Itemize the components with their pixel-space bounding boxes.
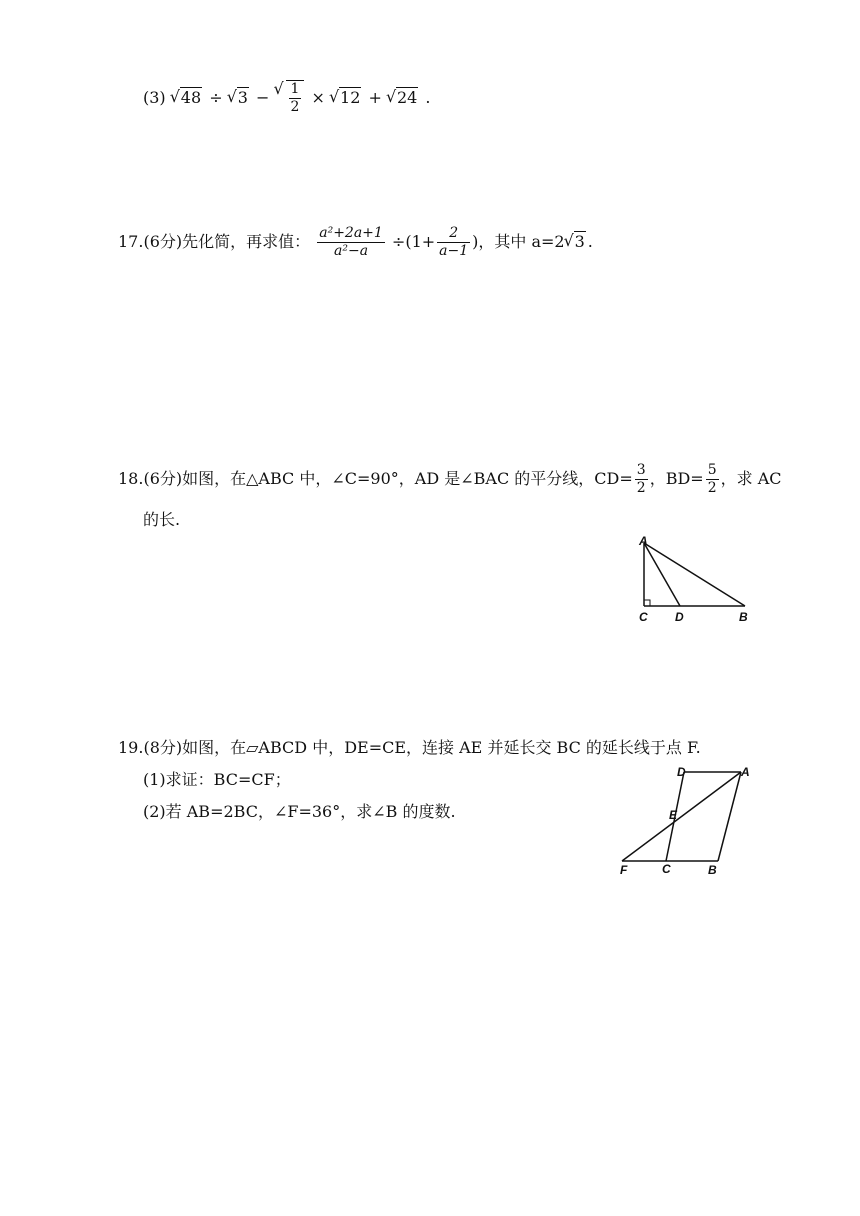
label-c: C [662,862,671,876]
sqrt-3: √ 3 [228,88,249,108]
part-label: (3) [143,88,166,107]
fraction-1: $\frac{\text{a²+2a+1}}{\text{a²−a}}$ [319,225,383,259]
times-sign: × [311,88,325,107]
minus-sign: − [256,88,270,107]
problem-16-part-3: (3) √ 48 ÷ √ 3 − √ $\frac{1}{2}$ × √ 12 + √ 24 . [143,80,431,116]
label-f: F [620,863,628,877]
triangle-figure [625,530,775,630]
problem-17: 17.(6分)先化简，再求值： $\frac{\text{a²+2a+1}}{\text{a²−a}}$ ÷(1+ $\frac{2}{a-1}$ )，其中 a=2√ 3 . [118,225,593,260]
points: (6分) [143,469,183,488]
sqrt-one-half: √ $\frac{1}{2}$ [275,80,305,116]
label-d: D [675,610,684,624]
points: (8分) [143,738,183,757]
points: (6分) [143,232,183,251]
fraction-2: $\frac{2}{a-1}$ [439,225,469,259]
parallelogram-figure [612,760,762,880]
label-a: A [741,765,750,779]
problem-number: 19. [118,738,144,757]
label-c: C [639,610,648,624]
problem-number: 18. [118,469,144,488]
problem-19-part-1: (1)求证：BC=CF； [143,770,291,789]
label-b: B [739,610,748,624]
cd-fraction: $\frac{3}{2}$ [636,462,646,496]
label-b: B [708,863,717,877]
problem-19-part-2: (2)若 AB=2BC，∠F=36°，求∠B 的度数. [143,802,456,821]
divide-sign: ÷ [209,88,223,107]
problem-18: 18.(6分)如图，在△ABC 中，∠C=90°，AD 是∠BAC 的平分线，CD= $\frac{3}{2}$ ，BD= $\frac{5}{2}$ ，求 AC [118,462,782,496]
label-e: E [669,808,678,822]
sqrt-24: √ 24 [387,88,418,108]
label-a: A [639,534,648,548]
problem-19: 19.(8分)如图，在▱ABCD 中，DE=CE，连接 AE 并延长交 BC 的延长线于点 F. [118,738,701,757]
bd-fraction: $\frac{5}{2}$ [707,462,717,496]
sqrt-48: √ 48 [171,88,202,108]
plus-sign: + [368,88,382,107]
problem-18-line-2: 的长. [143,510,181,529]
problem-number: 17. [118,232,144,251]
label-d: D [677,765,686,779]
sqrt-12: √ 12 [330,88,361,108]
sqrt-3: √ 3 [565,232,586,252]
